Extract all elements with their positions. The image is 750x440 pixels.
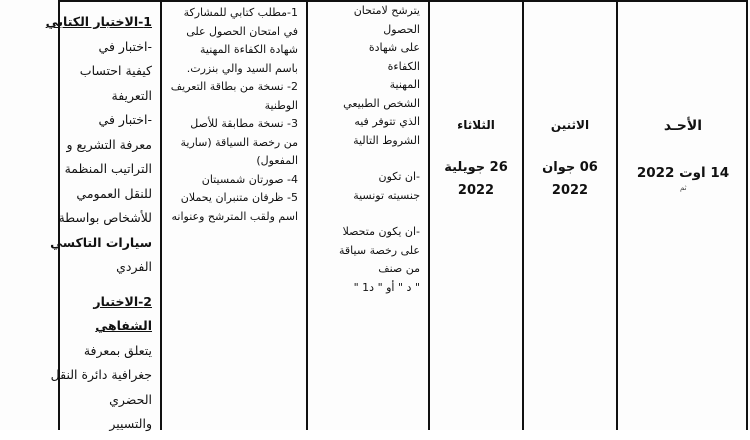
- cell-line: 2- نسخة من بطاقة التعريف: [170, 80, 298, 93]
- cell-line: المهنية: [389, 78, 420, 91]
- cell-line: كيفية احتساب: [79, 63, 152, 78]
- handwritten-note: ثم: [680, 184, 687, 192]
- cell-line: على رخصة سياقة: [339, 243, 420, 257]
- cell-line: الحصول: [383, 22, 420, 36]
- cell-line: الحضري: [109, 391, 152, 407]
- cell-line: سيارات التاكسي: [50, 234, 152, 250]
- date-cell: [430, 0, 522, 430]
- cell-line: للنقل العمومي: [76, 185, 152, 201]
- cell-line: اسم ولقب المترشح وعنوانه: [171, 209, 298, 223]
- cell-line: من صنف: [378, 262, 420, 275]
- cell-line: الفردي: [116, 259, 152, 274]
- cell-line: -ان تكون: [378, 170, 420, 183]
- cell-line: الشخص الطبيعي: [343, 96, 420, 110]
- year-label: 2022: [551, 183, 589, 198]
- cell-line: 4- صورتان شمسيتان: [201, 172, 298, 186]
- cell-line: والتسيير: [109, 416, 152, 431]
- cell-line: يتعلق بمعرفة: [83, 342, 152, 358]
- day-label: الاثنين: [550, 118, 590, 132]
- date-label: 14 اوت 2022: [636, 165, 730, 181]
- day-label: الأحـد: [663, 118, 703, 134]
- cell-line: الكفاءة: [387, 59, 420, 73]
- day-label: الثلاثاء: [457, 118, 495, 132]
- cell-line: في امتحان الحصول على: [186, 24, 298, 38]
- cell-line: " د " أو " د1 ": [353, 280, 420, 294]
- cell-line: للأشخاص بواسطة: [58, 210, 152, 225]
- oral-exam-heading: الشفاهي: [95, 318, 152, 333]
- cell-line: التعريفة: [111, 87, 152, 103]
- required-documents-cell: [162, 0, 304, 430]
- oral-exam-heading: 2-الاختبار: [93, 293, 152, 309]
- date-label: 26 جويلية: [444, 160, 508, 175]
- cell-line: -ان يكون متحصلا: [342, 225, 420, 238]
- conditions-cell: [308, 0, 428, 430]
- date-cell: [524, 0, 616, 430]
- cell-line: المفعول): [256, 154, 298, 167]
- cell-line: جنسيته تونسية: [353, 188, 420, 202]
- date-cell: [618, 0, 748, 430]
- cell-line: الوطنية: [264, 98, 298, 112]
- written-exam-heading: 1-الاختبار الكتابي: [45, 14, 152, 29]
- cell-line: من رخصة السياقة (سارية: [180, 135, 298, 149]
- year-label: 2022: [457, 183, 495, 198]
- cell-line: شهادة الكفاءة المهنية: [199, 43, 298, 56]
- date-label: 06 جوان: [542, 160, 598, 175]
- exam-content-cell: [45, 0, 158, 431]
- cell-line: -اختبار في: [98, 38, 152, 54]
- cell-line: باسم السيد والي بنزرت.: [186, 61, 298, 75]
- cell-line: جغرافية دائرة النقل: [50, 367, 152, 382]
- cell-line: الشروط التالية: [353, 133, 420, 147]
- cell-line: معرفة التشريع و: [66, 136, 152, 152]
- cell-line: 5- ظرفان متنبران يحملان: [180, 191, 298, 204]
- cell-line: الذي تتوفر فيه: [354, 115, 420, 128]
- cell-line: -اختبار في: [98, 112, 152, 127]
- cell-line: 3- نسخة مطابقة للأصل: [190, 117, 298, 130]
- cell-line: على شهادة: [368, 41, 420, 54]
- cell-line: 1-مطلب كتابي للمشاركة: [183, 6, 298, 19]
- cell-line: يترشح لامتحان: [353, 4, 420, 17]
- cell-line: التراتيب المنظمة: [64, 161, 152, 176]
